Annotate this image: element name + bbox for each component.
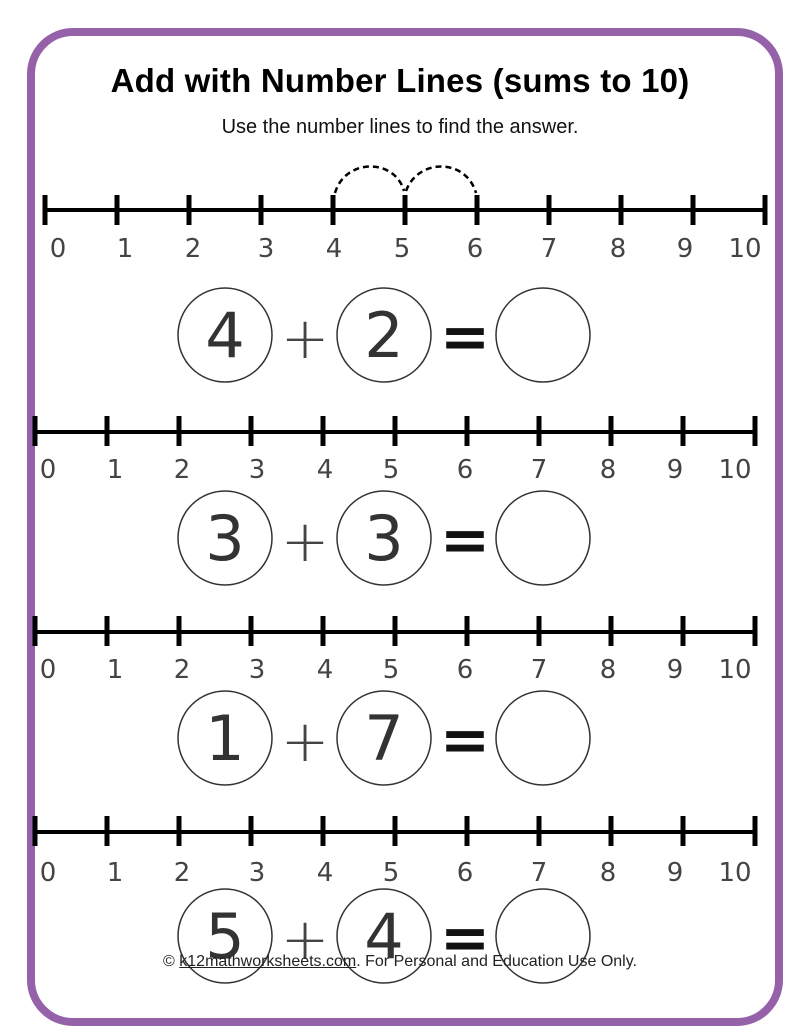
svg-text:8: 8 (599, 455, 617, 485)
problem-3 (178, 691, 590, 785)
equals-sign: = (439, 505, 491, 575)
svg-text:8: 8 (609, 234, 627, 264)
number-line-3-labels (40, 655, 752, 685)
example-hops (335, 166, 476, 193)
svg-text:8: 8 (599, 655, 617, 685)
svg-text:4: 4 (316, 655, 334, 685)
equals-sign: = (439, 903, 491, 973)
svg-text:2: 2 (173, 858, 191, 888)
svg-text:7: 7 (530, 858, 548, 888)
equals-sign: = (439, 302, 491, 372)
addend-2: 3 (364, 502, 404, 575)
plus-sign: + (280, 507, 330, 575)
svg-text:1: 1 (106, 858, 124, 888)
svg-text:1: 1 (116, 234, 134, 264)
svg-text:1: 1 (106, 455, 124, 485)
addend-2: 7 (364, 702, 404, 775)
svg-text:6: 6 (456, 655, 474, 685)
footer (0, 953, 800, 971)
svg-text:10: 10 (728, 234, 762, 264)
worksheet-title: Add with Number Lines (sums to 10) (110, 62, 690, 99)
svg-text:0: 0 (39, 858, 57, 888)
footer-notice: . For Personal and Education Use Only. (356, 953, 637, 970)
svg-text:4: 4 (325, 234, 343, 264)
site-link[interactable]: k12mathworksheets.com (179, 953, 357, 970)
svg-text:5: 5 (382, 858, 400, 888)
answer-circle[interactable] (496, 691, 590, 785)
number-line-4-labels (40, 858, 752, 888)
svg-text:2: 2 (173, 455, 191, 485)
number-line-2 (35, 416, 755, 446)
svg-text:4: 4 (316, 858, 334, 888)
svg-text:3: 3 (257, 234, 275, 264)
svg-text:6: 6 (456, 858, 474, 888)
svg-text:6: 6 (456, 455, 474, 485)
problem-2 (178, 491, 590, 585)
svg-text:5: 5 (382, 655, 400, 685)
svg-text:1: 1 (106, 655, 124, 685)
plus-sign: + (280, 304, 330, 372)
svg-text:9: 9 (676, 234, 694, 264)
svg-text:7: 7 (530, 455, 548, 485)
svg-text:0: 0 (39, 655, 57, 685)
addend-1: 1 (205, 702, 245, 775)
svg-text:9: 9 (666, 455, 684, 485)
copyright-symbol: © (163, 953, 175, 970)
addend-1: 5 (205, 900, 245, 973)
equals-sign: = (439, 705, 491, 775)
svg-text:10: 10 (718, 858, 752, 888)
svg-text:7: 7 (540, 234, 558, 264)
svg-text:3: 3 (248, 455, 266, 485)
problem-1 (178, 288, 590, 382)
addend-1: 4 (205, 299, 245, 372)
number-line-3 (35, 616, 755, 646)
number-line-1 (45, 195, 765, 225)
svg-text:8: 8 (599, 858, 617, 888)
svg-text:2: 2 (184, 234, 202, 264)
addend-2: 4 (364, 900, 404, 973)
svg-text:5: 5 (393, 234, 411, 264)
svg-text:3: 3 (248, 858, 266, 888)
svg-text:6: 6 (466, 234, 484, 264)
svg-text:0: 0 (49, 234, 67, 264)
svg-text:7: 7 (530, 655, 548, 685)
addend-2: 2 (364, 299, 404, 372)
number-line-2-labels (40, 455, 752, 485)
number-line-1-labels (50, 234, 762, 264)
answer-circle[interactable] (496, 288, 590, 382)
svg-text:5: 5 (382, 455, 400, 485)
svg-text:9: 9 (666, 655, 684, 685)
plus-sign: + (280, 707, 330, 775)
svg-text:4: 4 (316, 455, 334, 485)
worksheet-instructions: Use the number lines to find the answer. (221, 116, 579, 138)
number-line-4 (35, 816, 755, 846)
svg-text:3: 3 (248, 655, 266, 685)
svg-text:0: 0 (39, 455, 57, 485)
svg-text:10: 10 (718, 655, 752, 685)
svg-text:9: 9 (666, 858, 684, 888)
svg-text:10: 10 (718, 455, 752, 485)
plus-sign: + (280, 905, 330, 973)
answer-circle[interactable] (496, 491, 590, 585)
addend-1: 3 (205, 502, 245, 575)
svg-text:2: 2 (173, 655, 191, 685)
